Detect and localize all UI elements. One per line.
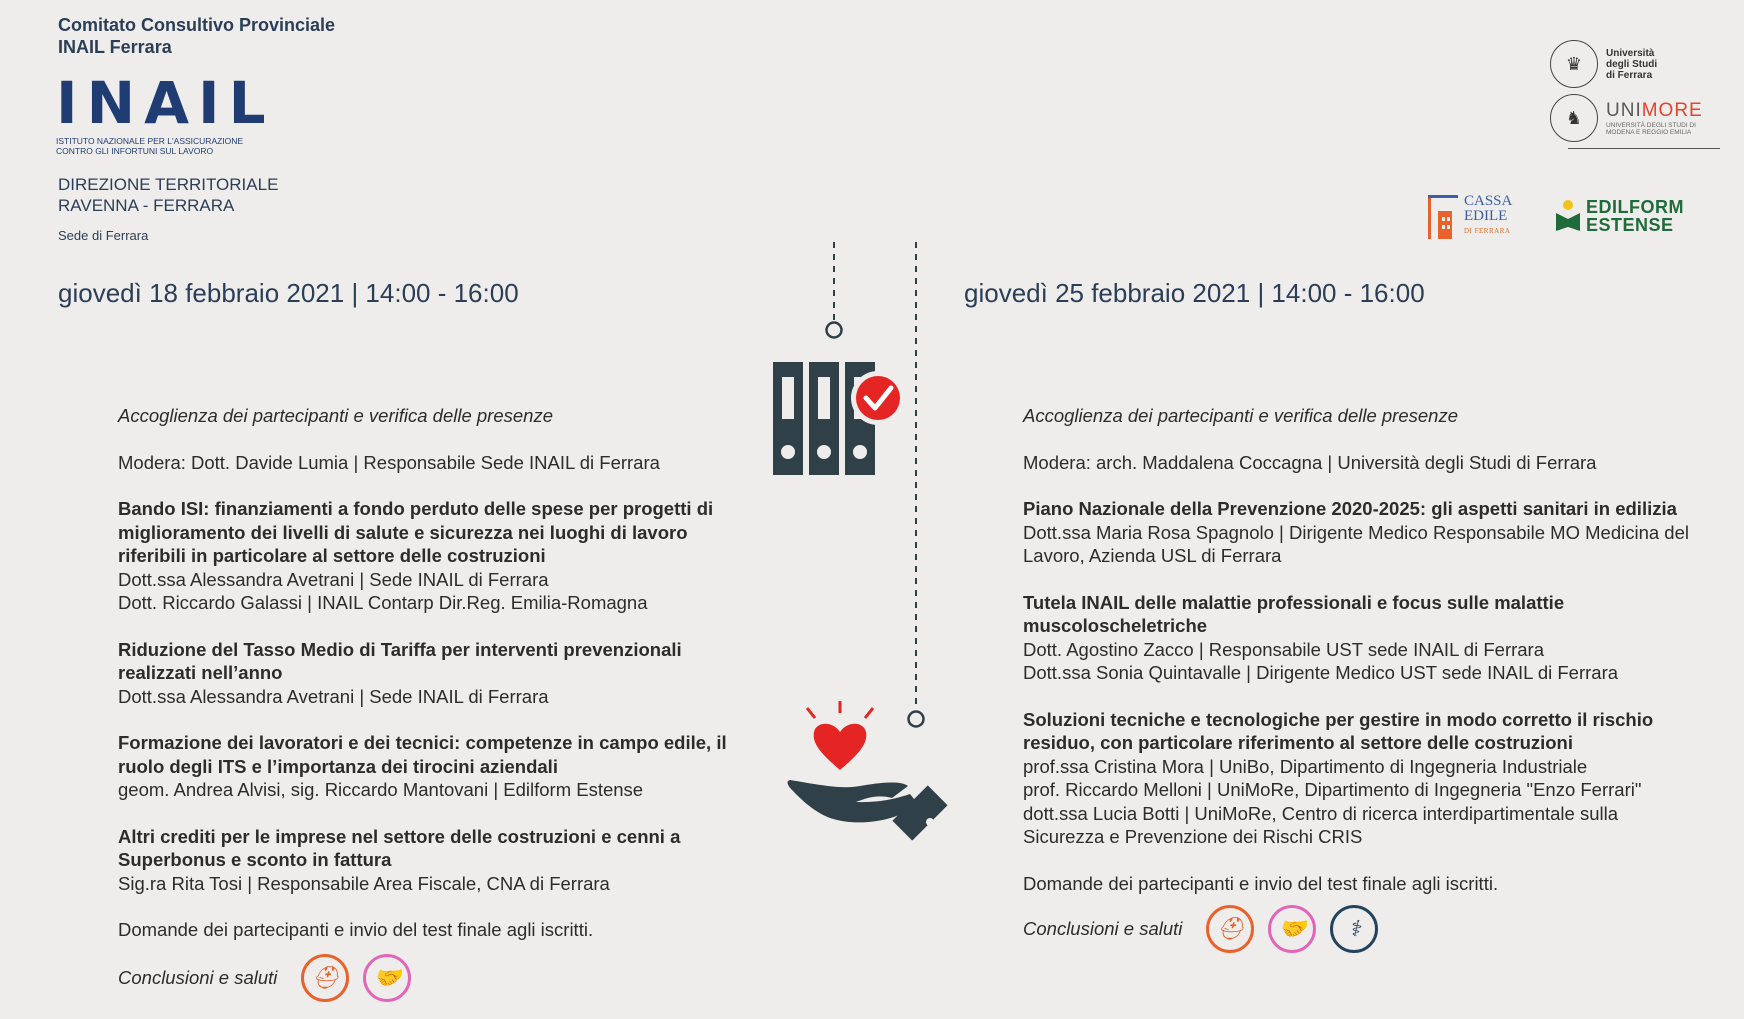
right-questions: Domande dei partecipanti e invio del test finale agli iscritti. — [1023, 872, 1499, 894]
left-topic-2-speaker-1: Dott.ssa Alessandra Avetrani | Sede INAIL di Ferrara — [118, 685, 549, 707]
edilform-name: EDILFORM ESTENSE — [1586, 197, 1684, 235]
organizer-title — [58, 14, 335, 58]
left-questions: Domande dei partecipanti e invio del test finale agli iscritti. — [118, 919, 594, 940]
inail-logo-subtitle: ISTITUTO NAZIONALE PER L'ASSICURAZIONE CONTRO GLI INFORTUNI SUL LAVORO — [56, 136, 244, 156]
edilform-icon — [1556, 199, 1580, 233]
left-topic-1-speaker-1: Dott.ssa Alessandra Avetrani | Sede INAIL di Ferrara — [118, 568, 549, 590]
sede-label: Sede di Ferrara — [58, 228, 149, 243]
helmet-icon: ⛑ — [301, 954, 349, 1002]
left-program — [118, 404, 758, 1002]
unimore-seal-icon: ♞ — [1550, 94, 1598, 142]
organizer-line-1: Comitato Consultivo Provinciale — [58, 15, 336, 35]
right-topic-3-speaker-1: prof.ssa Cristina Mora | UniBo, Dipartimento di Ingegneria Industriale — [1023, 755, 1588, 777]
left-date: giovedì 18 febbraio 2021 | 14:00 - 16:00 — [58, 278, 519, 308]
right-date: giovedì 25 febbraio 2021 | 14:00 - 16:00 — [964, 278, 1425, 308]
cassa-edile-logo — [1424, 190, 1542, 242]
left-topic-1-speaker-2: Dott. Riccardo Galassi | INAIL Contarp Dir.Reg. Emilia-Romagna — [118, 592, 648, 613]
left-topic-4-title: Altri crediti per le imprese nel settore delle costruzioni e cenni a Superbonus e sconto in fattura — [118, 825, 681, 870]
right-topic-2-speaker-1: Dott. Agostino Zacco | Responsabile UST sede INAIL di Ferrara — [1023, 638, 1544, 660]
left-topic-1-title: Bando ISI: finanziamenti a fondo perduto delle spese per progetti di miglioramento dei livelli di salute e sicurezza nei luoghi di lavoro riferibili in particolare al settore delle costruzioni — [118, 498, 714, 566]
right-program — [1023, 404, 1703, 953]
right-topic-1-title: Piano Nazionale della Prevenzione 2020-2025: gli aspetti sanitari in edilizia — [1023, 498, 1677, 519]
inail-logo — [56, 69, 275, 156]
handshake-icon: 🤝 — [1268, 905, 1316, 953]
left-topic-4-speaker-1: Sig.ra Rita Tosi | Responsabile Area Fiscale, CNA di Ferrara — [118, 872, 610, 894]
cassa-word-2: EDILE — [1464, 207, 1508, 224]
center-illustration — [760, 238, 1000, 868]
left-topic-3-speaker-1: geom. Andrea Alvisi, sig. Riccardo Mantovani | Edilform Estense — [118, 779, 644, 800]
unife-logo — [1550, 40, 1720, 88]
cassa-word-1: CASSA — [1464, 192, 1513, 209]
left-closing-label: Conclusioni e saluti — [118, 966, 278, 988]
unimore-name-more: MORE — [1641, 100, 1703, 121]
right-topic-2-title: Tutela INAIL delle malattie professionali e focus sulle malattie muscoloscheletriche — [1023, 591, 1565, 636]
left-welcome: Accoglienza dei partecipanti e verifica delle presenze — [118, 405, 554, 426]
unife-name: Università degli Studi di Ferrara — [1606, 47, 1658, 81]
university-logos — [1550, 40, 1720, 149]
logo-divider — [1568, 148, 1720, 149]
right-welcome: Accoglienza dei partecipanti e verifica delle presenze — [1023, 405, 1459, 426]
unife-seal-icon: ♛ — [1550, 40, 1598, 88]
edilform-logo — [1556, 198, 1684, 234]
left-topic-3-title: Formazione dei lavoratori e dei tecnici: competenze in campo edile, il ruolo degli ITS e l’importanza dei tirocini aziendali — [118, 732, 727, 777]
right-topic-3-speaker-2: prof. Riccardo Melloni | UniMoRe, Dipartimento di Ingegneria "Enzo Ferrari" — [1023, 779, 1642, 800]
helmet-icon: ⛑ — [1206, 905, 1254, 953]
right-topic-3-title: Soluzioni tecniche e tecnologiche per gestire in modo corretto il rischio residuo, con particolare riferimento al settore delle costruzioni — [1023, 708, 1654, 753]
organizer-line-2: INAIL Ferrara — [58, 37, 172, 57]
right-moderator: Modera: arch. Maddalena Coccagna | Università degli Studi di Ferrara — [1023, 451, 1597, 473]
inail-logo-word: INAIL — [56, 69, 275, 137]
direzione-territoriale: DIREZIONE TERRITORIALE RAVENNA - FERRARA — [58, 175, 279, 215]
right-closing-label: Conclusioni e saluti — [1023, 918, 1183, 940]
unimore-logo — [1550, 94, 1720, 142]
unimore-subtitle: UNIVERSITÀ DEGLI STUDI DI MODENA E REGGIO EMILIA — [1606, 122, 1696, 136]
binders-check-icon — [773, 362, 905, 475]
right-topic-1-speaker-1: Dott.ssa Maria Rosa Spagnolo | Dirigente Medico Responsabile MO Medicina del Lavoro, Azienda USL di Ferrara — [1023, 521, 1689, 566]
left-moderator: Modera: Dott. Davide Lumia | Responsabile Sede INAIL di Ferrara — [118, 451, 660, 473]
left-topic-2-title: Riduzione del Tasso Medio di Tariffa per interventi prevenzionali realizzati nell’anno — [118, 638, 682, 683]
right-topic-2-speaker-2: Dott.ssa Sonia Quintavalle | Dirigente Medico UST sede INAIL di Ferrara — [1023, 662, 1619, 683]
right-topic-3-speaker-3: dott.ssa Lucia Botti | UniMoRe, Centro di ricerca interdipartimentale sulla Sicurezza e Prevenzione dei Rischi CRIS — [1023, 802, 1619, 847]
handshake-icon: 🤝 — [363, 954, 411, 1002]
unimore-name-uni: UNI — [1606, 100, 1642, 121]
unimore-name — [1606, 100, 1703, 122]
crane-icon — [1424, 191, 1460, 241]
stethoscope-icon: ⚕ — [1330, 905, 1378, 953]
cassa-word-3: DI FERRARA — [1464, 226, 1511, 235]
left-closing — [118, 954, 758, 1002]
right-closing — [1023, 905, 1703, 953]
